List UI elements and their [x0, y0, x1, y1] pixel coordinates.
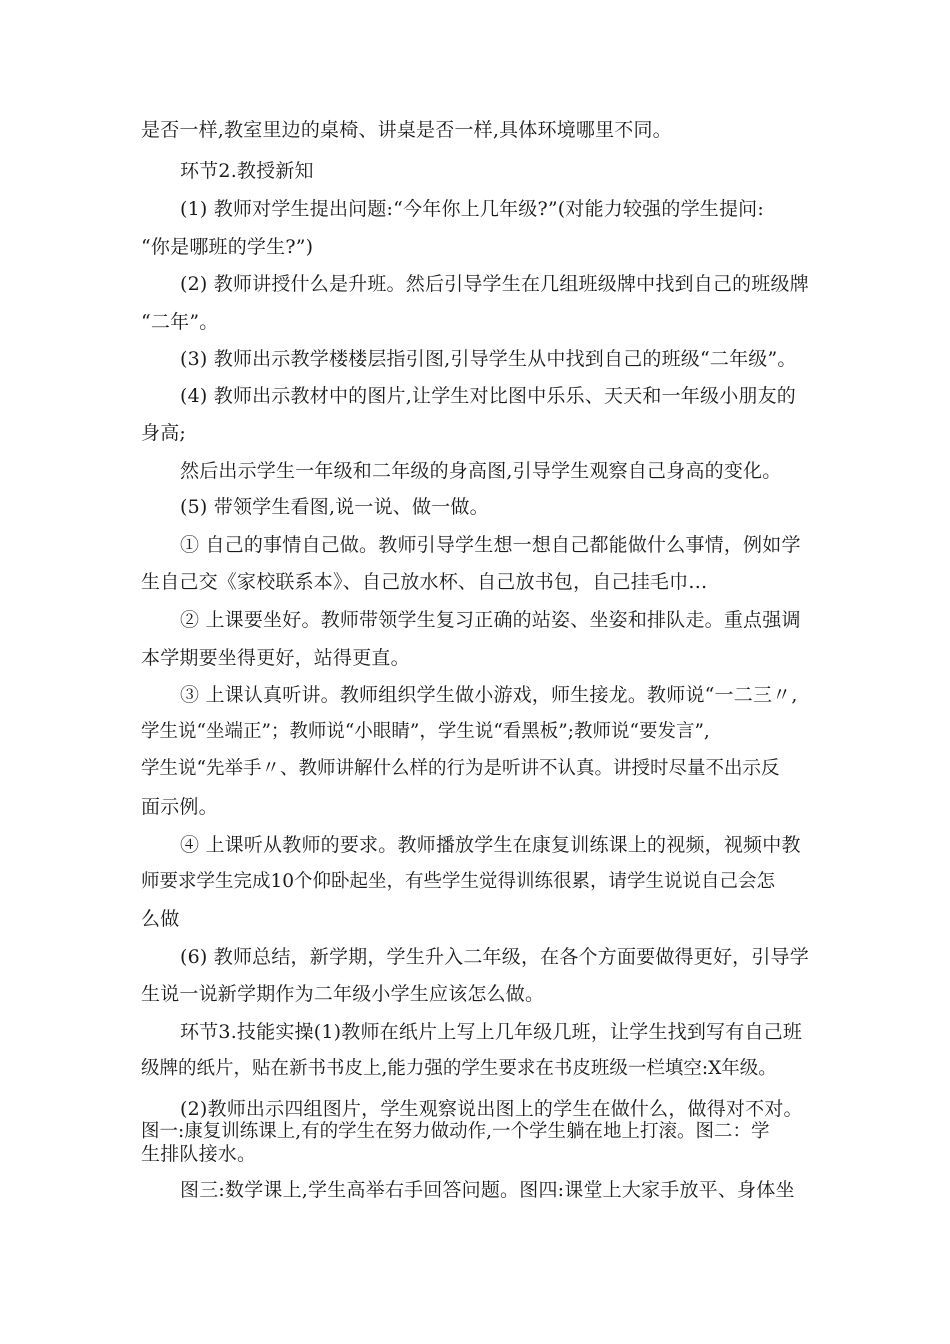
text-line: 然后出示学生一年级和二年级的身高图,引导学生观察自己身高的变化。: [180, 460, 782, 482]
text-line: 生说一说新学期作为二年级小学生应该怎么做。: [141, 983, 545, 1005]
text-line: ① 自己的事情自己做。教师引导学生想一想自己都能做什么事情，例如学: [180, 534, 801, 556]
section-heading: 环节3.技能实操(1)教师在纸片上写上几年级几班，让学生找到写有自己班: [180, 1021, 803, 1043]
text-line: ③ 上课认真听讲。教师组织学生做小游戏，师生接龙。教师说“一二三〃,: [180, 684, 798, 706]
text-line: 级牌的纸片，贴在新书书皮上,能力强的学生要求在书皮班级一栏填空:X年级。: [141, 1058, 777, 1079]
text-line: 学生说“坐端正”；教师说“小眼睛”，学生说“看黑板”;教师说“要发言”,: [141, 721, 710, 742]
text-line: 是否一样,教室里边的桌椅、讲桌是否一样,具体环境哪里不同。: [141, 119, 672, 141]
text-line: 生排队接水。: [141, 1143, 257, 1165]
text-line: ② 上课要坐好。教师带领学生复习正确的站姿、坐姿和排队走。重点强调: [180, 609, 801, 631]
text-line: 师要求学生完成10个仰卧起坐，有些学生觉得训练很累，请学生说说自己会怎: [141, 871, 776, 892]
section-heading: 环节2.教授新知: [180, 160, 314, 182]
text-line: (4) 教师出示教材中的图片,让学生对比图中乐乐、天天和一年级小朋友的: [180, 385, 796, 407]
text-line: (6) 教师总结，新学期，学生升入二年级，在各个方面要做得更好，引导学: [180, 946, 809, 968]
text-line: “二年”。: [141, 311, 219, 333]
text-line: 面示例。: [141, 796, 218, 818]
text-line: 身高;: [141, 422, 187, 444]
text-line: 生自己交《家校联系本》、自己放水杯、自己放书包，自己挂毛巾…: [141, 571, 708, 593]
text-line: ④ 上课听从教师的要求。教师播放学生在康复训练课上的视频，视频中教: [180, 834, 801, 856]
text-line: 么做: [141, 908, 180, 930]
text-line: 本学期要坐得更好，站得更直。: [141, 647, 410, 669]
text-line: (1) 教师对学生提出问题:“今年你上几年级?”(对能力较强的学生提问:: [180, 198, 764, 220]
text-line: (3) 教师出示教学楼楼层指引图,引导学生从中找到自己的班级“二年级”。: [180, 348, 797, 370]
text-line: “你是哪班的学生?”): [141, 236, 314, 258]
text-line: 学生说“先举手〃、教师讲解什么样的行为是听讲不认真。讲授时尽量不出示反: [141, 758, 780, 779]
text-line: (2)教师出示四组图片，学生观察说出图上的学生在做什么，做得对不对。: [180, 1098, 803, 1120]
text-line: 图三:数学课上,学生高举右手回答问题。图四:课堂上大家手放平、身体坐: [180, 1179, 795, 1201]
text-line: (2) 教师讲授什么是升班。然后引导学生在几组班级牌中找到自己的班级牌: [180, 273, 809, 295]
text-line: 图一:康复训练课上,有的学生在努力做动作,一个学生躺在地上打滚。图二：学: [141, 1121, 770, 1142]
text-line: (5) 带领学生看图,说一说、做一做。: [180, 496, 489, 518]
